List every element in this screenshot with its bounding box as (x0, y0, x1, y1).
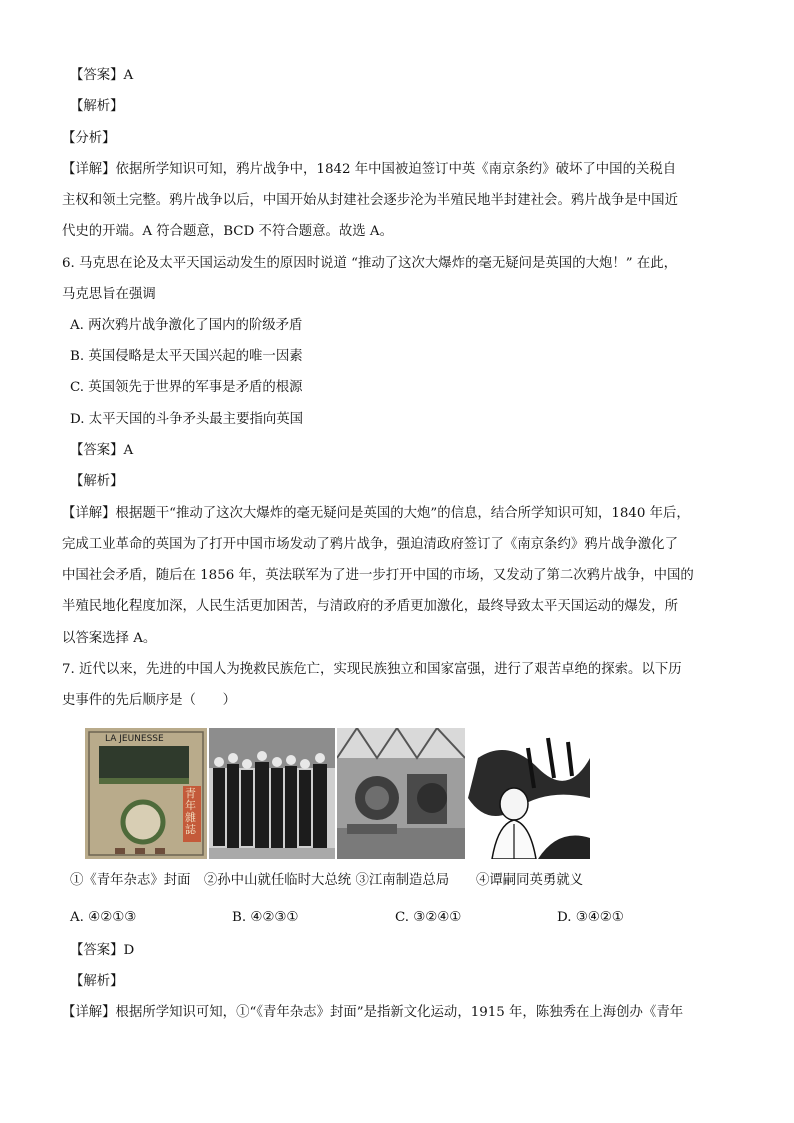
question-7-stem: 7. 近代以来，先进的中国人为挽救民族危亡，实现民族独立和国家富强，进行了艰苦卓绝的探索。以下历 (62, 662, 682, 677)
image-row (85, 728, 605, 859)
option-d: D. 太平天国的斗争矛头最主要指向英国 (70, 412, 304, 427)
magazine-title: LA JEUNESSE (105, 734, 164, 744)
answer-label: 【答案】D (70, 943, 135, 958)
option-c: C. 英国领先于世界的军事是矛盾的根源 (70, 380, 303, 395)
answer-label: 【答案】A (70, 68, 134, 83)
image-caption: ①《青年杂志》封面 ②孙中山就任临时大总统 ③江南制造总局 ④谭嗣同英勇就义 (70, 873, 584, 888)
magazine-cover-image (85, 728, 207, 859)
option-b: B. 英国侵略是太平天国兴起的唯一因素 (70, 349, 303, 364)
option-a: A. ④②①③ (70, 910, 137, 925)
detail-text: 中国社会矛盾，随后在 1856 年，英法联军为了进一步打开中国的市场，又发动了第二次鸦片战争，中国的 (62, 568, 694, 583)
question-7-stem: 史事件的先后顺序是（ ） (62, 693, 237, 708)
detail-text: 完成工业革命的英国为了打开中国市场发动了鸦片战争，强迫清政府签订了《南京条约》鸦片战争激化了 (62, 537, 678, 552)
detail-text: 【详解】根据题干“推动了这次大爆炸的毫无疑问是英国的大炮”的信息，结合所学知识可知，1840 年后， (62, 506, 690, 521)
analysis-label: 【解析】 (70, 99, 124, 114)
magazine-cn-title: 青年雜誌 (185, 787, 196, 836)
option-c: C. ③②④① (395, 910, 462, 925)
option-b: B. ④②③① (232, 910, 299, 925)
detail-text: 以答案选择 A。 (62, 631, 157, 646)
detail-text: 【详解】根据所学知识可知，①“《青年杂志》封面”是指新文化运动，1915 年，陈独秀在上海创办《青年 (62, 1005, 684, 1020)
question-6-stem: 6. 马克思在论及太平天国运动发生的原因时说道 “推动了这次大爆炸的毫无疑问是英国的大炮！” 在此， (62, 256, 678, 271)
portrait-drawing-image (468, 728, 590, 859)
detail-text: 【详解】依据所学知识可知，鸦片战争中，1842 年中国被迫签订中英《南京条约》破坏了中国的关税自 (62, 162, 677, 177)
factory-photo-image (337, 728, 465, 859)
analysis-label: 【解析】 (70, 974, 124, 989)
analysis-label: 【解析】 (70, 474, 124, 489)
group-photo-image (209, 728, 335, 859)
detail-text: 代史的开端。A 符合题意，BCD 不符合题意。故选 A。 (62, 224, 393, 239)
option-d: D. ③④②① (557, 910, 624, 925)
answer-label: 【答案】A (70, 443, 134, 458)
detail-text: 主权和领土完整。鸦片战争以后，中国开始从封建社会逐步沦为半殖民地半封建社会。鸦片战争是中国近 (62, 193, 678, 208)
fenxi-label: 【分析】 (62, 131, 116, 146)
question-6-stem: 马克思旨在强调 (62, 287, 156, 302)
option-a: A. 两次鸦片战争激化了国内的阶级矛盾 (70, 318, 303, 333)
detail-text: 半殖民地化程度加深，人民生活更加困苦，与清政府的矛盾更加激化，最终导致太平天国运动的爆发，所 (62, 599, 678, 614)
